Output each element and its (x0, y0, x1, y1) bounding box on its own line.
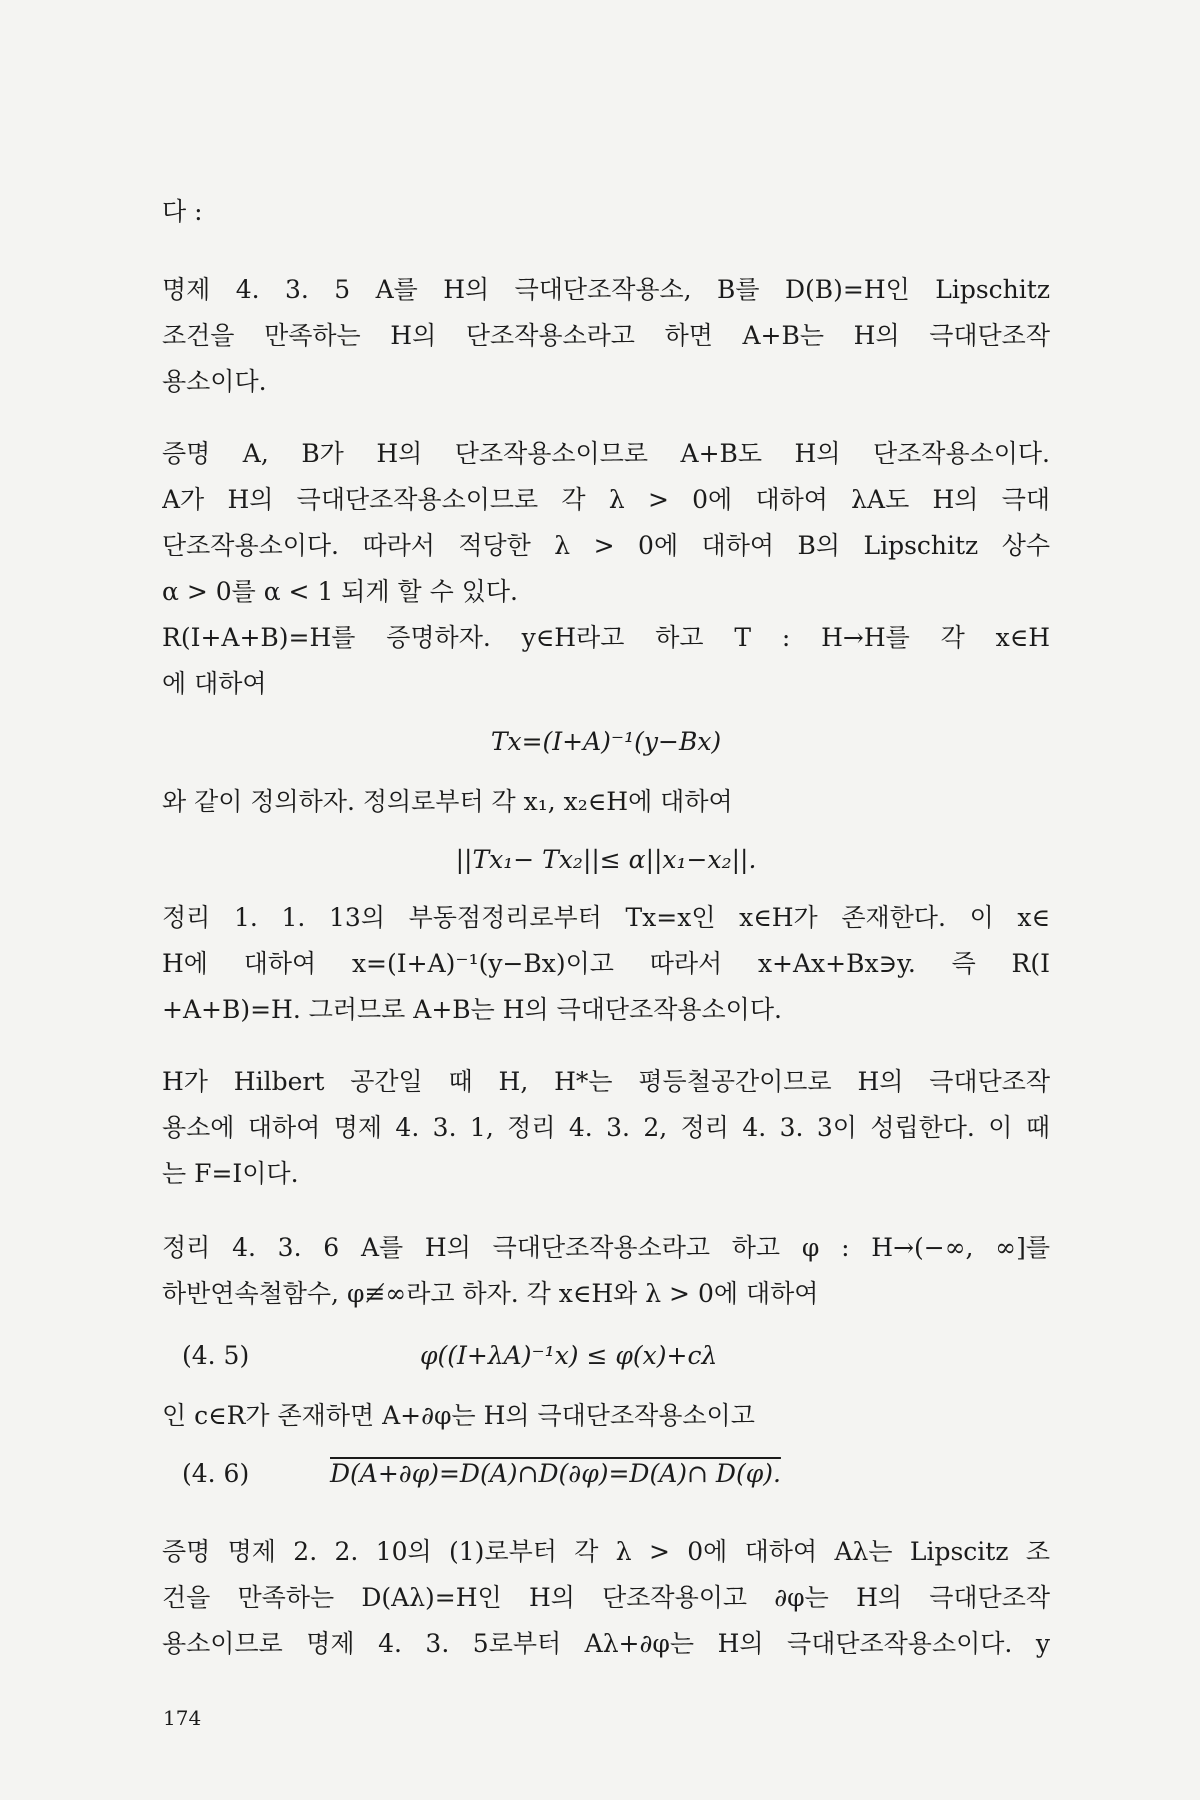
text-line-da: 다 : (162, 197, 203, 226)
proof-line-10: +A+B)=H. 그러므로 A+B는 H의 극대단조작용소이다. (162, 995, 782, 1024)
proof-line-6: 에 대하여 (162, 669, 267, 698)
proposition-4-3-5-line-1: 명제 4. 3. 5 A를 H의 극대단조작용소, B를 D(B)=H인 Lipschitz (162, 275, 1050, 304)
proof-line-5: R(I+A+B)=H를 증명하자. y∈H라고 하고 T : H→H를 각 x∈H (162, 623, 1050, 652)
equation-4-5-row (0, 1334, 1200, 1378)
equation-contraction: ||Tx₁− Tx₂||≤ α||x₁−x₂||. (455, 845, 757, 874)
page-number: 174 (163, 1706, 202, 1730)
proposition-4-3-5-line-2: 조건을 만족하는 H의 단조작용소라고 하면 A+B는 H의 극대단조작 (162, 321, 1050, 350)
hilbert-remark-line-1: H가 Hilbert 공간일 때 H, H*는 평등철공간이므로 H의 극대단조작 (162, 1067, 1050, 1096)
proof-2-line-1: 증명 명제 2. 2. 10의 (1)로부터 각 λ > 0에 대하여 Aλ는 Lipscitz 조 (162, 1537, 1050, 1566)
theorem-4-3-6-line-1: 정리 4. 3. 6 A를 H의 극대단조작용소라고 하고 φ : H→(−∞, ∞]를 (162, 1233, 1050, 1262)
proof-line-4: α > 0를 α < 1 되게 할 수 있다. (162, 577, 518, 606)
proof-2-line-2: 건을 만족하는 D(Aλ)=H인 H의 단조작용이고 ∂φ는 H의 극대단조작 (162, 1583, 1050, 1612)
equation-tx: Tx=(I+A)⁻¹(y−Bx) (490, 727, 722, 756)
hilbert-remark-line-2: 용소에 대하여 명제 4. 3. 1, 정리 4. 3. 2, 정리 4. 3. 3이 성립한다. 이 때 (162, 1113, 1050, 1142)
hilbert-remark-line-3: 는 F=I이다. (162, 1159, 299, 1188)
equation-number-4-6: (4. 6) (182, 1459, 250, 1488)
theorem-4-3-6-line-2: 하반연속철함수, φ≢∞라고 하자. 각 x∈H와 λ > 0에 대하여 (162, 1279, 819, 1308)
equation-number-4-5: (4. 5) (182, 1341, 250, 1370)
equation-4-6-row (0, 1452, 1200, 1496)
proof-line-9: H에 대하여 x=(I+A)⁻¹(y−Bx)이고 따라서 x+Ax+Bx∋y. 즉 R(I (162, 949, 1050, 978)
proof-line-8: 정리 1. 1. 13의 부동점정리로부터 Tx=x인 x∈H가 존재한다. 이 x∈ (162, 903, 1050, 932)
proof-line-3: 단조작용소이다. 따라서 적당한 λ > 0에 대하여 B의 Lipschitz 상수 (162, 531, 1050, 560)
theorem-4-3-6-line-3: 인 c∈R가 존재하면 A+∂φ는 H의 극대단조작용소이고 (162, 1401, 755, 1430)
proof-line-2: A가 H의 극대단조작용소이므로 각 λ > 0에 대하여 λA도 H의 극대 (162, 485, 1050, 514)
proof-line-7: 와 같이 정의하자. 정의로부터 각 x₁, x₂∈H에 대하여 (162, 787, 733, 816)
proof-2-line-3: 용소이므로 명제 4. 3. 5로부터 Aλ+∂φ는 H의 극대단조작용소이다. y (162, 1629, 1050, 1658)
proof-line-1: 증명 A, B가 H의 단조작용소이므로 A+B도 H의 단조작용소이다. (162, 439, 1050, 468)
equation-4-5: φ((I+λA)⁻¹x) ≤ φ(x)+cλ (420, 1341, 718, 1370)
proposition-4-3-5-line-3: 용소이다. (162, 367, 267, 396)
equation-4-6: D(A+∂φ)=D(A)∩D(∂φ)=D(A)∩ D(φ). (330, 1459, 781, 1488)
